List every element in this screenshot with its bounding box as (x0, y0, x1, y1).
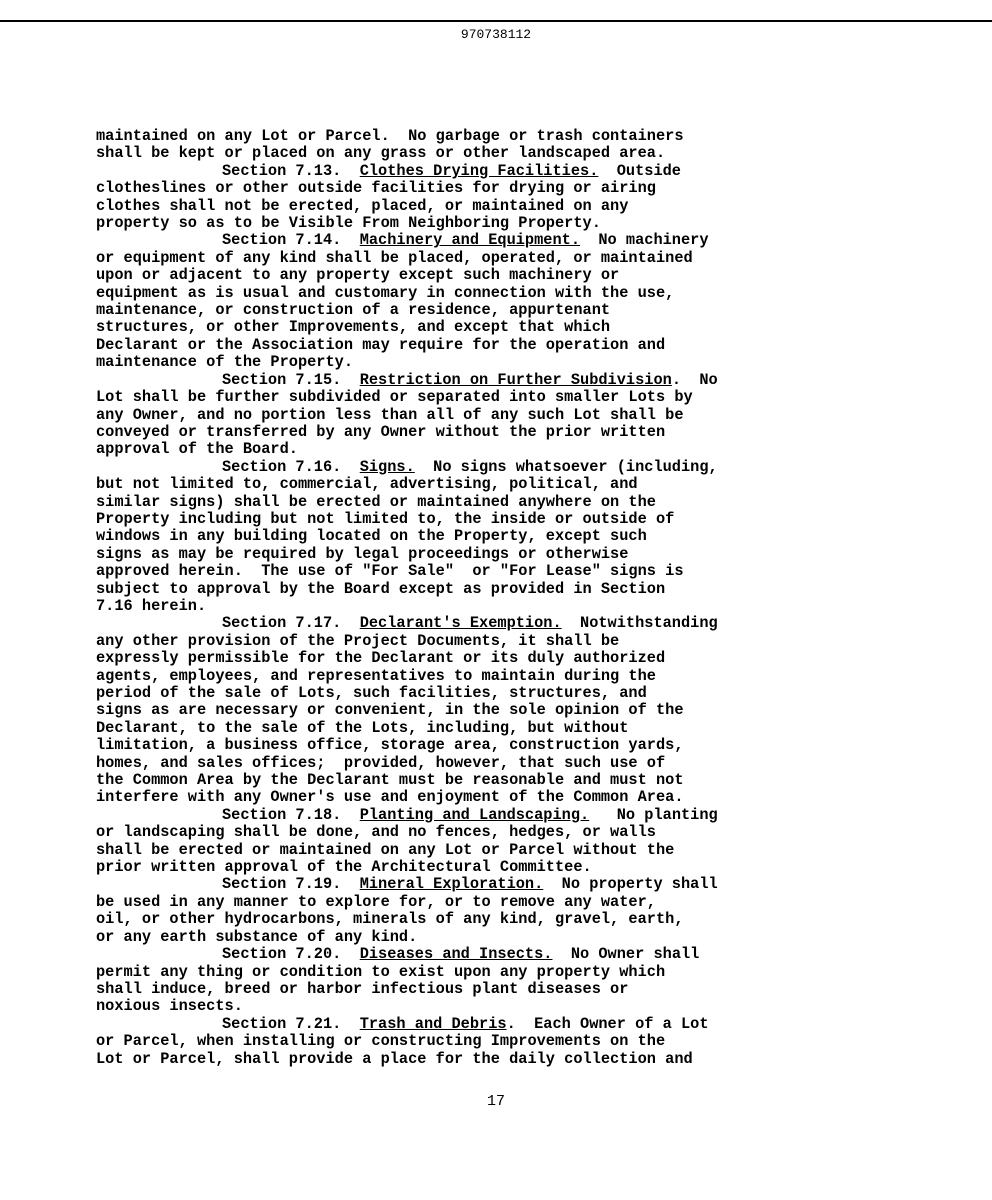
text-line: upon or adjacent to any property except such machinery or (96, 266, 620, 285)
text-line: oil, or other hydrocarbons, minerals of any kind, gravel, earth, (96, 910, 684, 929)
section-text: . Each Owner of a Lot (506, 1014, 709, 1033)
text-line: shall be erected or maintained on any Lot or Parcel without the (96, 840, 675, 859)
text-line: noxious insects. (96, 997, 243, 1016)
text-line: structures, or other Improvements, and except that which (96, 318, 611, 337)
section-heading-line (96, 1016, 856, 1033)
section-number: Section 7.21. (222, 1014, 342, 1033)
section-title: Declarant's Exemption. (359, 614, 562, 633)
text-line: any Owner, and no portion less than all of any such Lot shall be (96, 405, 684, 424)
text-line: Lot or Parcel, shall provide a place for the daily collection and (96, 1049, 693, 1068)
section-title: Machinery and Equipment. (359, 231, 581, 250)
text-line: Lot shall be further subdivided or separated into smaller Lots by (96, 388, 693, 407)
text-line: agents, employees, and representatives to maintain during the (96, 666, 656, 685)
text-line: Declarant or the Association may require for the operation and (96, 335, 666, 354)
section-text: Outside (598, 161, 681, 180)
section-title: Trash and Debris (359, 1014, 507, 1033)
section-number: Section 7.17. (222, 614, 342, 633)
section-title: Restriction on Further Subdivision (359, 370, 672, 389)
text-line: expressly permissible for the Declarant or its duly authorized (96, 649, 666, 668)
text-line: approved herein. The use of "For Sale" or "For Lease" signs is (96, 562, 684, 581)
text-line: or equipment of any kind shall be placed, operated, or maintained (96, 248, 693, 267)
text-line: clotheslines or other outside facilities for drying or airing (96, 179, 656, 198)
section-heading-line (96, 232, 856, 249)
text-line: windows in any building located on the Property, except such (96, 527, 647, 546)
document-number: 970738112 (460, 27, 532, 42)
text-line: maintenance, or construction of a residence, appurtenant (96, 301, 611, 320)
section-title: Diseases and Insects. (359, 945, 553, 964)
page-number: 17 (486, 1093, 505, 1110)
section-heading-line (96, 372, 856, 389)
section-number: Section 7.20. (222, 945, 342, 964)
section-text: No machinery (580, 231, 709, 250)
section-number: Section 7.16. (222, 457, 342, 476)
section-number: Section 7.19. (222, 875, 342, 894)
text-line: any other provision of the Project Documents, it shall be (96, 631, 620, 650)
text-line: period of the sale of Lots, such facilities, structures, and (96, 684, 647, 702)
text-line: homes, and sales offices; provided, however, that such use of (96, 753, 666, 772)
text-line: or any earth substance of any kind. (96, 927, 418, 946)
section-number: Section 7.18. (222, 805, 342, 824)
text-line: equipment as is usual and customary in connection with the use, (96, 283, 675, 302)
text-line: maintained on any Lot or Parcel. No garbage or trash containers (96, 127, 684, 145)
section-text: No Owner shall (552, 945, 700, 964)
text-line: conveyed or transferred by any Owner without the prior written (96, 422, 666, 441)
document-body (96, 128, 856, 1068)
section-heading-line (96, 946, 856, 963)
text-line: or Parcel, when installing or constructing Improvements on the (96, 1032, 666, 1051)
text-line: property so as to be Visible From Neighboring Property. (96, 214, 601, 233)
text-line: be used in any manner to explore for, or to remove any water, (96, 892, 656, 911)
section-number: Section 7.15. (222, 370, 342, 389)
text-line: shall be kept or placed on any grass or other landscaped area. (96, 144, 666, 163)
text-line: the Common Area by the Declarant must be reasonable and must not (96, 771, 684, 790)
section-title: Signs. (359, 457, 415, 476)
section-heading-line (96, 615, 856, 632)
section-title: Mineral Exploration. (359, 875, 544, 894)
section-number: Section 7.14. (222, 231, 342, 250)
text-line: permit any thing or condition to exist upon any property which (96, 962, 666, 981)
section-text: No signs whatsoever (including, (414, 457, 718, 476)
text-line: clothes shall not be erected, placed, or maintained on any (96, 196, 629, 215)
section-text: Notwithstanding (561, 614, 718, 633)
text-line: Property including but not limited to, the inside or outside of (96, 509, 675, 528)
section-text: No planting (589, 805, 718, 824)
text-line: signs as are necessary or convenient, in the sole opinion of the (96, 701, 684, 720)
section-number: Section 7.13. (222, 161, 342, 180)
text-line: signs as may be required by legal proceedings or otherwise (96, 544, 629, 563)
text-line: approval of the Board. (96, 440, 298, 459)
text-line: Declarant, to the sale of the Lots, including, but without (96, 718, 629, 737)
text-line: similar signs) shall be erected or maintained anywhere on the (96, 492, 656, 511)
text-line: but not limited to, commercial, advertising, political, and (96, 475, 638, 494)
text-line: maintenance of the Property. (96, 353, 354, 372)
text-line: prior written approval of the Architectural Committee. (96, 858, 592, 877)
text-line: or landscaping shall be done, and no fences, hedges, or walls (96, 823, 656, 842)
section-title: Planting and Landscaping. (359, 805, 590, 824)
text-line: interfere with any Owner's use and enjoyment of the Common Area. (96, 788, 684, 807)
text-line: shall induce, breed or harbor infectious plant diseases or (96, 979, 629, 998)
section-heading-line (96, 807, 856, 824)
section-text: . No (671, 370, 718, 389)
section-title: Clothes Drying Facilities. (359, 161, 599, 180)
text-line: subject to approval by the Board except as provided in Section (96, 579, 666, 598)
section-text: No property shall (543, 875, 718, 894)
section-heading-line (96, 459, 856, 476)
top-rule (0, 20, 992, 22)
text-line: limitation, a business office, storage area, construction yards, (96, 736, 684, 755)
text-line: 7.16 herein. (96, 596, 207, 615)
section-heading-line (96, 163, 856, 180)
section-heading-line (96, 876, 856, 893)
